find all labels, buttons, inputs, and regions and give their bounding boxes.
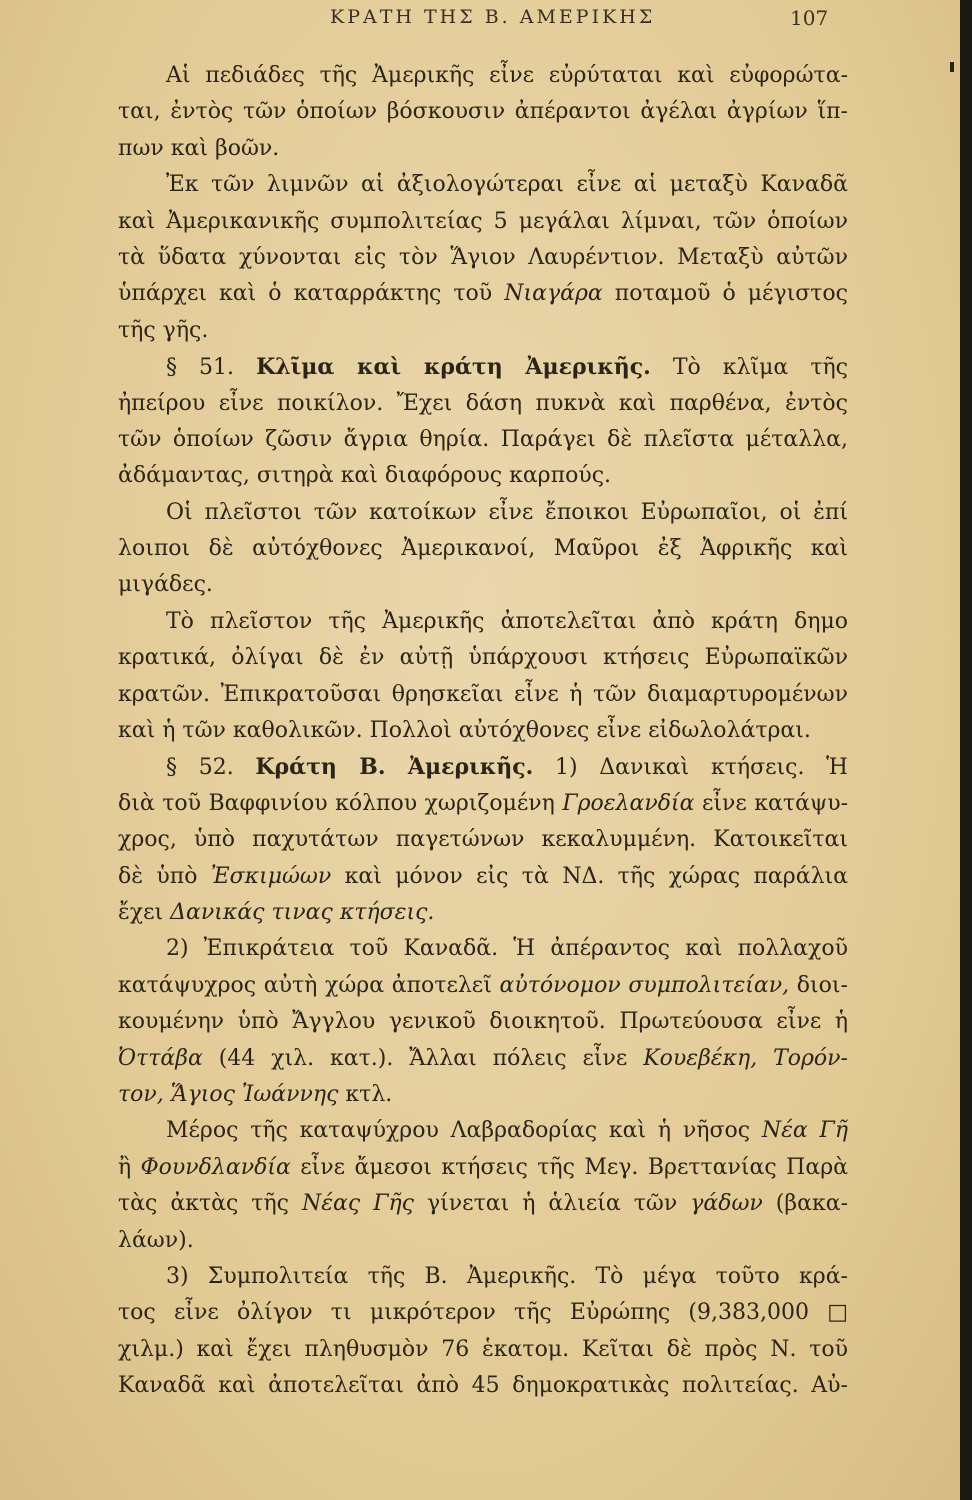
- section-51-heading-line: § 51. Κλῖμα καὶ κράτη Ἀμερικῆς. Τὸ κλῖμα τῆς: [166, 354, 848, 381]
- text-line: πων καὶ βοῶν.: [118, 135, 280, 161]
- italic-term: Νιαγάρα: [504, 281, 603, 307]
- text-line: ὑπάρχει καὶ ὁ καταρράκτης τοῦ Νιαγάρα ποταμοῦ ὁ μέγιστος: [118, 281, 848, 307]
- text-line: τῶν ὁποίων ζῶσιν ἄγρια θηρία. Παράγει δὲ πλεῖστα μέταλλα,: [118, 426, 848, 452]
- text-line: ἠπείρου εἶνε ποικίλον. Ἔχει δάση πυκνὰ καὶ παρθένα, ἐντὸς: [118, 390, 848, 416]
- italic-term: Ἐσκιμώων: [210, 863, 332, 889]
- page-header: [0, 6, 960, 30]
- running-title: ΚΡΑΤΗ ΤΗΣ Β. ΑΜΕΡΙΚΗΣ: [330, 6, 656, 28]
- text-line: μιγάδες.: [118, 572, 213, 598]
- text-line: δὲ ὑπὸ Ἐσκιμώων καὶ μόνον εἰς τὰ ΝΔ. τῆς χώρας παράλια: [118, 863, 848, 889]
- section-title: Κλῖμα καὶ κράτη Ἀμερικῆς.: [256, 354, 651, 381]
- text-line: Τὸ πλεῖστον τῆς Ἀμερικῆς ἀποτελεῖται ἀπὸ κράτη δημο: [166, 608, 848, 634]
- text-line: τῆς γῆς.: [118, 317, 209, 343]
- text-line: καὶ ἡ τῶν καθολικῶν. Πολλοὶ αὐτόχθονες εἶνε εἰδωλολάτραι.: [118, 718, 811, 744]
- italic-term: Νέα Γῆ: [761, 1118, 848, 1144]
- text-line: διὰ τοῦ Βαφφινίου κόλπου χωριζομένη Γροελανδία εἶνε κατάψυ-: [118, 790, 848, 816]
- text-line: τὰς ἀκτὰς τῆς Νέας Γῆς γίνεται ἡ ἁλιεία τῶν γάδων (βακα-: [118, 1191, 848, 1217]
- text-line: ἢ Φουνδλανδία εἶνε ἄμεσοι κτήσεις τῆς Μεγ. Βρεττανίας Παρὰ: [118, 1154, 848, 1180]
- text-line: Οἱ πλεῖστοι τῶν κατοίκων εἶνε ἔποικοι Εὐρωπαῖοι, οἱ ἐπί: [166, 499, 848, 525]
- text-line: τος εἶνε ὀλίγον τι μικρότερον τῆς Εὐρώπης (9,383,000 □: [118, 1300, 848, 1326]
- text-line: λοιποι δὲ αὐτόχθονες Ἀμερικανοί, Μαῦροι ἐξ Ἀφρικῆς καὶ: [118, 536, 848, 562]
- italic-term: Γροελανδία: [562, 790, 695, 816]
- italic-term: αὐτόνομον συμπολιτείαν,: [499, 972, 790, 998]
- page-edge-mark: [950, 62, 954, 72]
- text-line: λάων).: [118, 1227, 194, 1253]
- italic-term: τον, Ἅγιος Ἰωάννης: [118, 1081, 339, 1107]
- text-line: 2) Ἐπικράτεια τοῦ Καναδᾶ. Ἡ ἀπέραντος καὶ πολλαχοῦ: [166, 936, 848, 962]
- text-line: κουμένην ὑπὸ Ἄγγλου γενικοῦ διοικητοῦ. Πρωτεύουσα εἶνε ἡ: [118, 1009, 848, 1035]
- text-line: ἔχει Δανικάς τινας κτήσεις.: [118, 899, 435, 925]
- text-line: τὰ ὕδατα χύνονται εἰς τὸν Ἅγιον Λαυρέντιον. Μεταξὺ αὐτῶν: [118, 244, 848, 270]
- page-number: 107: [790, 6, 829, 30]
- text-line: Καναδᾶ καὶ ἀποτελεῖται ἀπὸ 45 δημοκρατικὰς πολιτείας. Αὐ-: [118, 1373, 848, 1399]
- text-line: 3) Συμπολιτεία τῆς Β. Ἀμερικῆς. Τὸ μέγα τοῦτο κρά-: [166, 1263, 848, 1289]
- text-line: ται, ἐντὸς τῶν ὁποίων βόσκουσιν ἀπέραντοι ἀγέλαι ἀγρίων ἵπ-: [118, 99, 848, 125]
- italic-term: Ὀττάβα: [118, 1045, 203, 1071]
- italic-term: γάδων: [690, 1191, 763, 1217]
- text-line: Ὀττάβα (44 χιλ. κατ.). Ἄλλαι πόλεις εἶνε Κουεβέκη, Τορόν-: [118, 1045, 848, 1071]
- text-line: Μέρος τῆς καταψύχρου Λαβραδορίας καὶ ἡ νῆσος Νέα Γῆ: [166, 1118, 848, 1144]
- body-text: [118, 58, 848, 1404]
- section-title: Κράτη Β. Ἀμερικῆς.: [255, 754, 534, 781]
- italic-term: Φουνδλανδία: [140, 1154, 291, 1180]
- section-52-heading-line: § 52. Κράτη Β. Ἀμερικῆς. 1) Δανικαὶ κτήσεις. Ἡ: [166, 754, 848, 781]
- text-line: Ἐκ τῶν λιμνῶν αἱ ἀξιολογώτεραι εἶνε αἱ μεταξὺ Καναδᾶ: [166, 172, 848, 198]
- text-line: Αἱ πεδιάδες τῆς Ἀμερικῆς εἶνε εὐρύταται καὶ εὐφορώτα-: [166, 63, 848, 88]
- text-line: τον, Ἅγιος Ἰωάννης κτλ.: [118, 1081, 393, 1107]
- text-line: χιλμ.) καὶ ἔχει πληθυσμὸν 76 ἑκατομ. Κεῖται δὲ πρὸς Ν. τοῦ: [118, 1336, 848, 1362]
- italic-term: Νέας Γῆς: [302, 1191, 415, 1217]
- text-line: χρος, ὑπὸ παχυτάτων παγετώνων κεκαλυμμένη. Κατοικεῖται: [118, 827, 848, 853]
- text-line: ἀδάμαντας, σιτηρὰ καὶ διαφόρους καρπούς.: [118, 463, 612, 489]
- text-line: κατάψυχρος αὐτὴ χώρα ἀποτελεῖ αὐτόνομον συμπολιτείαν, διοι-: [118, 972, 848, 998]
- text-line: κρατῶν. Ἐπικρατοῦσαι θρησκεῖαι εἶνε ἡ τῶν διαμαρτυρομένων: [118, 681, 848, 707]
- italic-term: Κουεβέκη, Τορόν-: [643, 1045, 848, 1071]
- text-line: καὶ Ἀμερικανικῆς συμπολιτείας 5 μεγάλαι λίμναι, τῶν ὁποίων: [118, 208, 848, 234]
- italic-term: Δανικάς τινας κτήσεις.: [170, 899, 435, 925]
- text-line: κρατικά, ὀλίγαι δὲ ἐν αὐτῇ ὑπάρχουσι κτήσεις Εὐρωπαϊκῶν: [118, 645, 848, 671]
